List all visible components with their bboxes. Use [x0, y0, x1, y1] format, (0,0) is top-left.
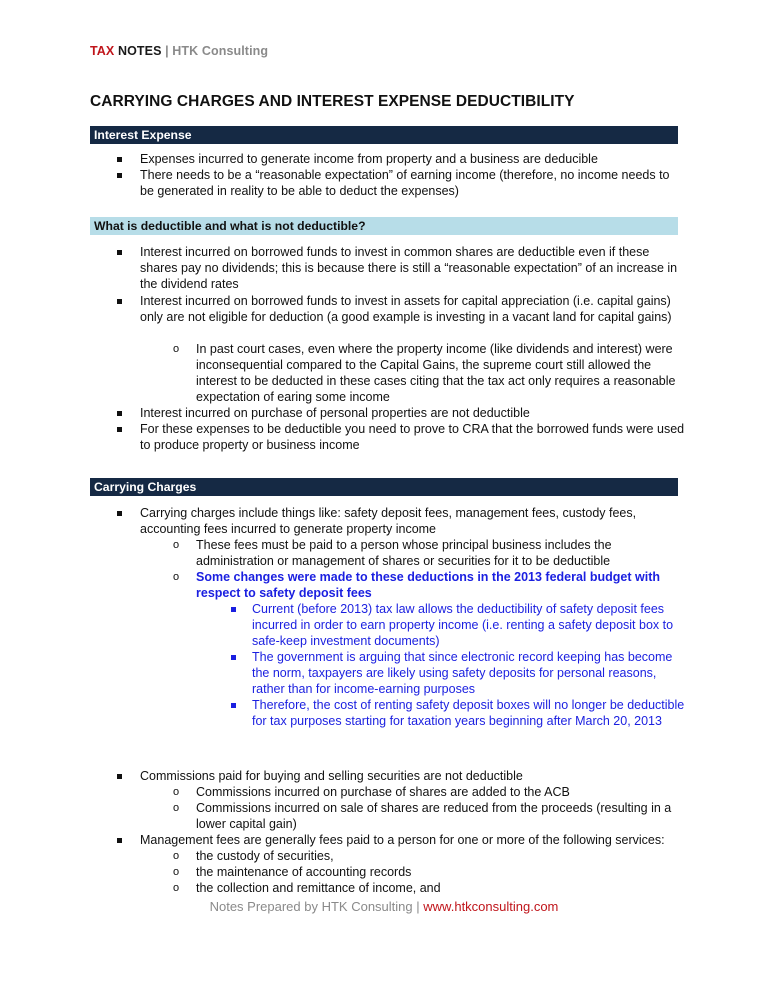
bullet-icon [231, 655, 236, 660]
sub-bullet-icon: o [173, 866, 180, 878]
list-item: the custody of securities, [196, 849, 334, 863]
footer-link[interactable]: www.htkconsulting.com [423, 899, 559, 914]
list-item: Commissions paid for buying and selling securities are not deductible [140, 769, 523, 783]
page-footer [0, 899, 768, 914]
bullet-icon [117, 427, 122, 432]
section-heading-interest: Interest Expense [90, 126, 678, 144]
header-separator: | [165, 44, 169, 58]
list-item: the maintenance of accounting records [196, 865, 412, 879]
section-heading-deductible: What is deductible and what is not deductible? [90, 217, 678, 235]
list-item: Interest incurred on borrowed funds to invest in assets for capital appreciation (i.e. capital gains) only are not eligible for deduction (a good example is investing in a vacant land for capital gains) [140, 294, 672, 324]
bullet-icon [117, 411, 122, 416]
list-item: Management fees are generally fees paid to a person for one or more of the following services: [140, 833, 665, 847]
sub-bullet-icon: o [173, 539, 180, 551]
page-title: CARRYING CHARGES AND INTEREST EXPENSE DEDUCTIBILITY [90, 93, 575, 110]
list-item: Interest incurred on purchase of personal properties are not deductible [140, 406, 530, 420]
bullet-icon [117, 250, 122, 255]
sub-bullet-icon: o [173, 802, 180, 814]
bullet-icon [117, 774, 122, 779]
bullet-icon [117, 838, 122, 843]
header-firm: HTK Consulting [172, 44, 269, 58]
bullet-icon [117, 511, 122, 516]
header-notes: NOTES [117, 44, 162, 58]
footer-text: Notes Prepared by HTK Consulting [209, 899, 413, 914]
bullet-icon [231, 607, 236, 612]
sub-bullet-icon: o [173, 343, 180, 355]
list-item: In past court cases, even where the property income (like dividends and interest) were inconsequential compared to the Capital Gains, the supreme court still allowed the interest to be deducted in these cases citing that the tax act only requires a reasonable expectation of earing some income [196, 342, 676, 404]
list-item: the collection and remittance of income, and [196, 881, 441, 895]
section-heading-carrying: Carrying Charges [90, 478, 678, 496]
sub-bullet-icon: o [173, 882, 180, 894]
list-item: Some changes were made to these deductions in the 2013 federal budget with respect to safety deposit fees [196, 570, 661, 600]
bullet-icon [117, 157, 122, 162]
sub-bullet-icon: o [173, 850, 180, 862]
bullet-icon [117, 173, 122, 178]
list-item: Carrying charges include things like: safety deposit fees, management fees, custody fees, accounting fees incurred to generate property income [140, 506, 637, 536]
footer-separator: | [416, 899, 420, 914]
list-item: These fees must be paid to a person whose principal business includes the administration or management of shares or securities for it to be deductible [196, 538, 612, 568]
sub-bullet-icon: o [173, 786, 180, 798]
list-item: Expenses incurred to generate income from property and a business are deducible [140, 152, 598, 166]
bullet-icon [231, 703, 236, 708]
list-item: The government is arguing that since electronic record keeping has become the norm, taxpayers are likely using safety deposits for personal reasons, rather than for income-earning purposes [252, 650, 673, 696]
list-item: Therefore, the cost of renting safety deposit boxes will no longer be deductible for tax purposes starting for taxation years beginning after March 20, 2013 [252, 698, 685, 728]
sub-bullet-icon: o [173, 571, 180, 583]
list-item: There needs to be a “reasonable expectation” of earning income (therefore, no income needs to be generated in reality to be able to deduct the expenses) [140, 168, 670, 198]
list-item: Current (before 2013) tax law allows the deductibility of safety deposit fees incurred in order to earn property income (i.e. renting a safety deposit box to safe-keep investment documents) [252, 602, 674, 648]
page-header [90, 44, 268, 58]
header-tax: TAX [90, 44, 115, 58]
list-item: Commissions incurred on sale of shares are reduced from the proceeds (resulting in a lower capital gain) [196, 801, 672, 831]
list-item: For these expenses to be deductible you need to prove to CRA that the borrowed funds were used to produce property or business income [140, 422, 685, 452]
list-item: Interest incurred on borrowed funds to invest in common shares are deductible even if these shares pay no dividends; this is because there is still a “reasonable expectation” of an increase in the dividend rates [140, 245, 678, 291]
bullet-icon [117, 299, 122, 304]
list-item: Commissions incurred on purchase of shares are added to the ACB [196, 785, 570, 799]
